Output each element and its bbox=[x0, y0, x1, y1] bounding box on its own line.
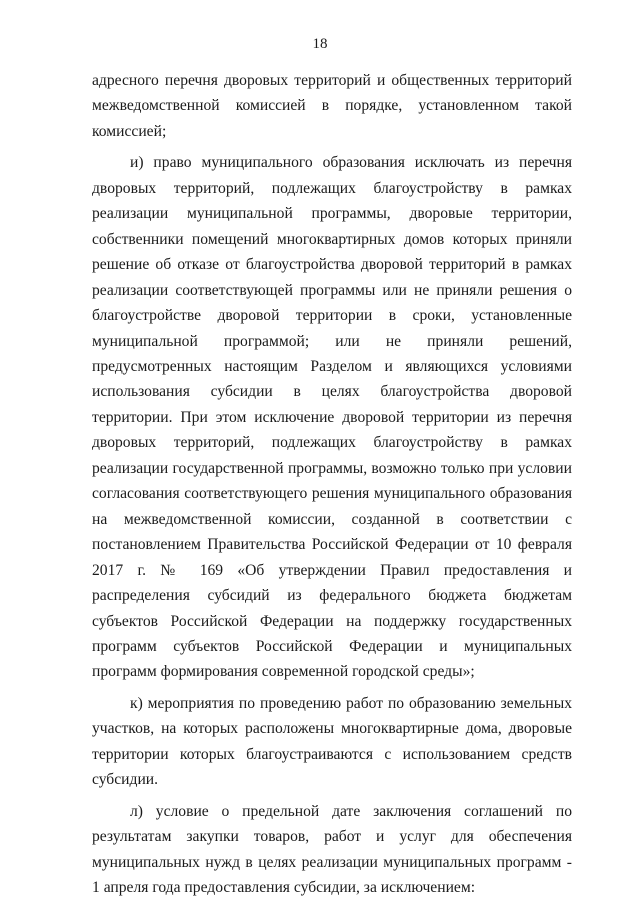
paragraph-item-l: л) условие о предельной дате заключения соглашений по результатам закупки товаров, работ и услуг для обеспечения муниципальных нужд в целях реализации муниципальных программ - 1 апреля года предоставления субсидии, за исключением: bbox=[92, 802, 572, 897]
paragraph-address-list-end: адресного перечня дворовых территорий и общественных территорий межведомственной комиссией в порядке, установленном такой комиссией; bbox=[92, 72, 572, 140]
paragraph-item-k: к) мероприятия по проведению работ по образованию земельных участков, на которых расположены многоквартирные дома, дворовые территории которых благоустраиваются с использованием средств субсидии. bbox=[92, 694, 572, 789]
document-body bbox=[92, 68, 572, 901]
page-number: 18 bbox=[312, 36, 328, 52]
paragraph-item-i: и) право муниципального образования исключать из перечня дворовых территорий, подлежащих благоустройству в рамках реализации муниципальной программы, дворовые территории, собственники помещений многоквартирных домов которых приняли решение об отказе от благоустройства дворовой территорий в рамках реализации соответствующей программы или не приняли решения о благоустройстве дворовой территории в сроки, установленные муниципальной программой; или не приняли решений, предусмотренных настоящим Разделом и являющихся условиями использования субсидии в целях благоустройства дворовой территории. При этом исключение дворовой территории из перечня дворовых территорий, подлежащих благоустройству в рамках реализации государственной программы, возможно только при условии согласования соответствующего решения муниципального образования на межведомственной комиссии, созданной в соответствии с постановлением Правительства Российской Федерации от 10 февраля 2017 г. № 169 «Об утверждении Правил предоставления и распределения субсидий из федерального бюджета бюджетам субъектов Российской Федерации на поддержку государственных программ субъектов Российской Федерации и муниципальных программ формирования современной городской среды»; bbox=[92, 154, 572, 681]
